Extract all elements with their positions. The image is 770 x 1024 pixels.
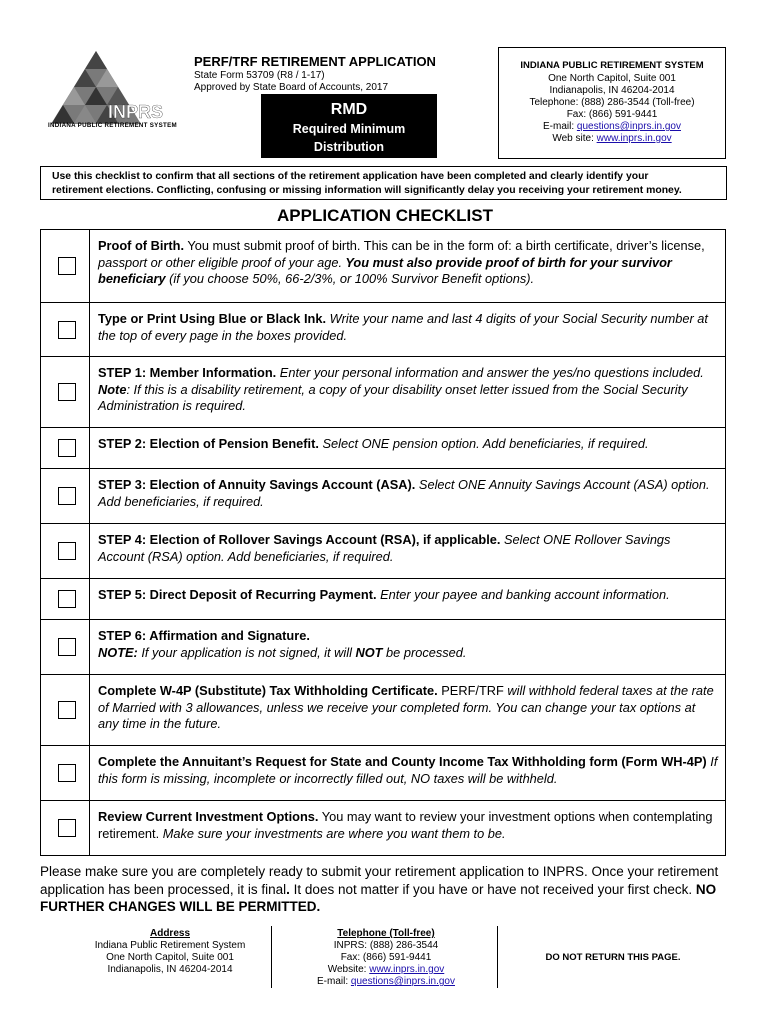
instructions-notice [40,166,727,200]
contact-box [498,47,726,159]
checklist-item-step4 [41,523,725,578]
checklist-title: APPLICATION CHECKLIST [277,206,493,225]
contact-box-title: INDIANA PUBLIC RETIREMENT SYSTEM [520,60,704,71]
web-label: Web site: [552,133,597,144]
checkbox-w4p[interactable] [58,701,76,719]
notice-line1: Use this checklist to confirm that all sections of the retirement application have been completed and clearly identify your [52,171,649,182]
rmd-line1: Required Minimum [292,122,406,136]
contact-address1: One North Capitol, Suite 001 [548,73,676,84]
checklist-table [40,229,726,856]
checkbox-ink[interactable] [58,321,76,339]
footer-address: Address Indiana Public Retirement System One North Capitol, Suite 001 Indianapolis, IN 46204-2014 [80,928,260,976]
footer-telephone: Telephone (Toll-free) INPRS: (888) 286-3544 Fax: (866) 591-9441 Website: www.inprs.in.gov E-mail: questions@inprs.in.gov [296,928,476,988]
checkbox-step3[interactable] [58,487,76,505]
checklist-item-wh4p [41,745,725,800]
checkbox-wh4p[interactable] [58,764,76,782]
contact-fax: Fax: (866) 591-9441 [566,109,658,120]
address-header: Address [149,928,190,939]
item-text: Type or Print Using Blue or Black Ink. Write your name and last 4 digits of your Social Security number at the top of every page in the boxes provided. [98,311,708,343]
item-text: STEP 4: Election of Rollover Savings Account (RSA), if applicable. Select ONE Rollover Savings Account (RSA) option. Add beneficiaries, if required. [98,532,671,564]
footer-website-link[interactable]: www.inprs.in.gov [369,964,445,975]
checklist-item-investments [41,800,725,855]
item-text: STEP 6: Affirmation and Signature. NOTE: If your application is not signed, it will NOT be processed. [98,628,467,660]
checklist-item-ink [41,302,725,356]
contact-telephone: Telephone: (888) 286-3544 (Toll-free) [529,97,695,108]
item-text: Proof of Birth. You must submit proof of birth. This can be in the form of: a birth certificate, driver’s license, passport or other eligible proof of your age. You must also provide proof of birth for your survivor beneficiary (if you choose 50%, 66-2/3%, or 100% Survivor Benefit options). [98,238,705,286]
checklist-item-proof-of-birth [41,230,725,302]
item-text: STEP 5: Direct Deposit of Recurring Payment. Enter your payee and banking account information. [98,587,670,602]
checklist-item-step1 [41,356,725,427]
checkbox-step1[interactable] [58,383,76,401]
checkbox-investments[interactable] [58,819,76,837]
form-number: State Form 53709 (R8 / 1-17) [194,70,325,81]
logo-caption: INDIANA PUBLIC RETIREMENT SYSTEM [48,122,177,129]
footer-divider [271,926,272,988]
item-text: STEP 3: Election of Annuity Savings Account (ASA). Select ONE Annuity Savings Account (ASA) option. Add beneficiaries, if required. [98,477,710,509]
checkbox-step6[interactable] [58,638,76,656]
rmd-box [261,94,437,158]
rmd-line2: Distribution [313,140,385,154]
checkbox-step5[interactable] [58,590,76,608]
footer-divider [497,926,498,988]
checklist-item-step5 [41,578,725,619]
email-link[interactable]: questions@inprs.in.gov [576,121,681,132]
item-text: Complete W-4P (Substitute) Tax Withholding Certificate. PERF/TRF will withhold federal taxes at the rate of Married with 3 allowances, unless we receive your completed form. You can change your tax options at any time in the future. [98,683,714,731]
checkbox-step2[interactable] [58,439,76,457]
final-notice-paragraph: Please make sure you are completely ready to submit your retirement application to INPRS. Once your retirement application has been processed, it is final. It does not matter if you have or have not received your first check. NO FURTHER CHANGES WILL BE PERMITTED. [40,864,719,914]
checklist-item-step2 [41,427,725,468]
item-text: STEP 2: Election of Pension Benefit. Select ONE pension option. Add beneficiaries, if required. [98,436,649,451]
logo-text: INPRS [108,102,164,122]
checklist-item-w4p [41,674,725,745]
item-text: STEP 1: Member Information. Enter your personal information and answer the yes/no questions included. Note: If this is a disability retirement, a copy of your disability onset letter issued from the Social Security Administration is required. [98,365,704,413]
item-text: Complete the Annuitant’s Request for State and County Income Tax Withholding form (Form WH-4P) If this form is missing, incomplete or incorrectly filled out, NO taxes will be withheld. [98,754,718,786]
footer-email-link[interactable]: questions@inprs.in.gov [350,976,455,987]
rmd-label: RMD [330,101,368,118]
approval-note: Approved by State Board of Accounts, 2017 [194,82,389,93]
checkbox-proof-of-birth[interactable] [58,257,76,275]
website-link[interactable]: www.inprs.in.gov [596,133,672,144]
form-title: PERF/TRF RETIREMENT APPLICATION [194,54,436,69]
email-label: E-mail: [542,121,577,132]
checkbox-step4[interactable] [58,542,76,560]
checklist-item-step6 [41,619,725,674]
contact-address2: Indianapolis, IN 46204-2014 [549,85,675,96]
telephone-header: Telephone (Toll-free) [337,928,435,939]
checklist-item-step3 [41,468,725,523]
do-not-return-note: DO NOT RETURN THIS PAGE. [545,952,681,963]
notice-line2: retirement elections. Conflicting, confusing or missing information will significantly delay you receiving your retirement money. [52,184,682,196]
item-text: Review Current Investment Options. You may want to review your investment options when contemplating retirement. Make sure your investments are where you want them to be. [98,809,713,841]
